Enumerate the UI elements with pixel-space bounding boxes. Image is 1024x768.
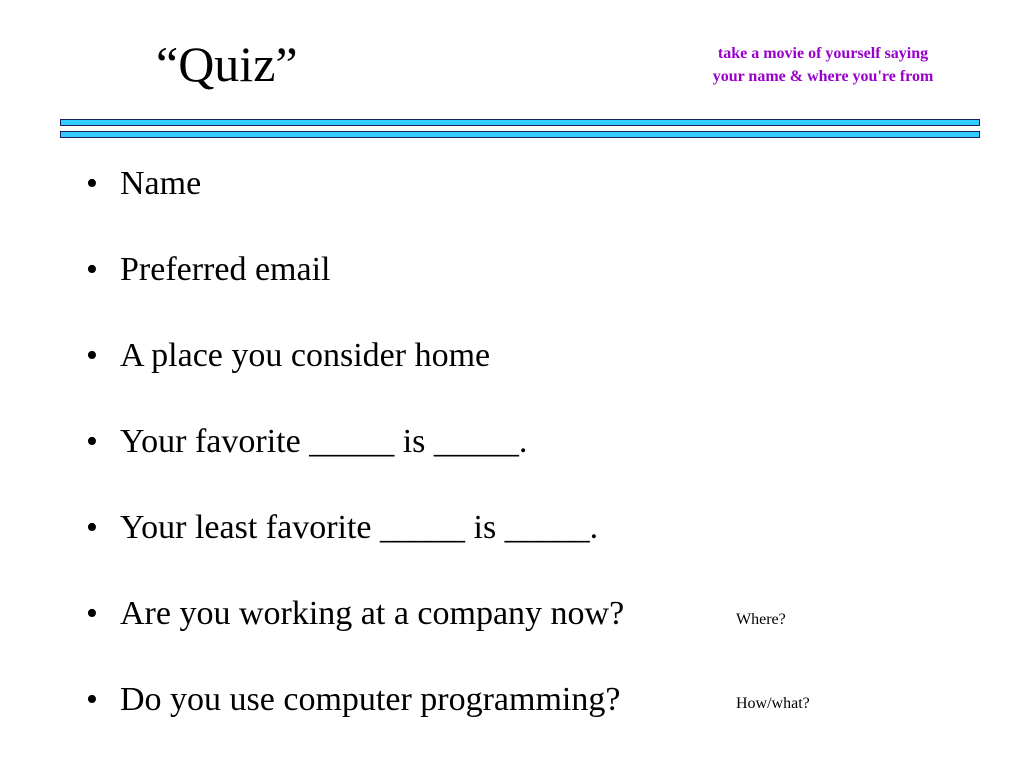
bullet-item bbox=[86, 506, 598, 550]
bullet-item bbox=[86, 592, 624, 636]
bullet-text: A place you consider home bbox=[120, 337, 491, 374]
instruction-note-line-2: your name & where you're from bbox=[712, 68, 934, 85]
bullet-icon: • bbox=[86, 423, 98, 460]
instruction-note-line-1: take a movie of yourself saying bbox=[717, 45, 929, 62]
bullet-icon: • bbox=[86, 251, 98, 288]
bullet-text: Do you use computer programming? bbox=[120, 681, 621, 718]
bullet-icon: • bbox=[86, 595, 98, 632]
bullet-text: Your favorite _____ is _____. bbox=[120, 423, 528, 460]
bullet-icon: • bbox=[86, 509, 98, 546]
bullet-text: Your least favorite _____ is _____. bbox=[120, 509, 599, 546]
bullet-icon: • bbox=[86, 337, 98, 374]
side-note-where: Where? bbox=[736, 611, 786, 628]
bullet-text: Preferred email bbox=[120, 251, 331, 288]
bullet-item bbox=[86, 678, 620, 722]
bullet-item bbox=[86, 420, 527, 464]
slide-title: “Quiz” bbox=[156, 36, 298, 92]
bullet-icon: • bbox=[86, 165, 98, 202]
bullet-item bbox=[86, 162, 201, 206]
side-note-how-what: How/what? bbox=[736, 695, 810, 712]
bullet-item bbox=[86, 248, 331, 292]
bullet-text: Are you working at a company now? bbox=[120, 595, 625, 632]
bullet-text: Name bbox=[120, 165, 202, 202]
bullet-icon: • bbox=[86, 681, 98, 718]
bullet-item bbox=[86, 334, 490, 378]
